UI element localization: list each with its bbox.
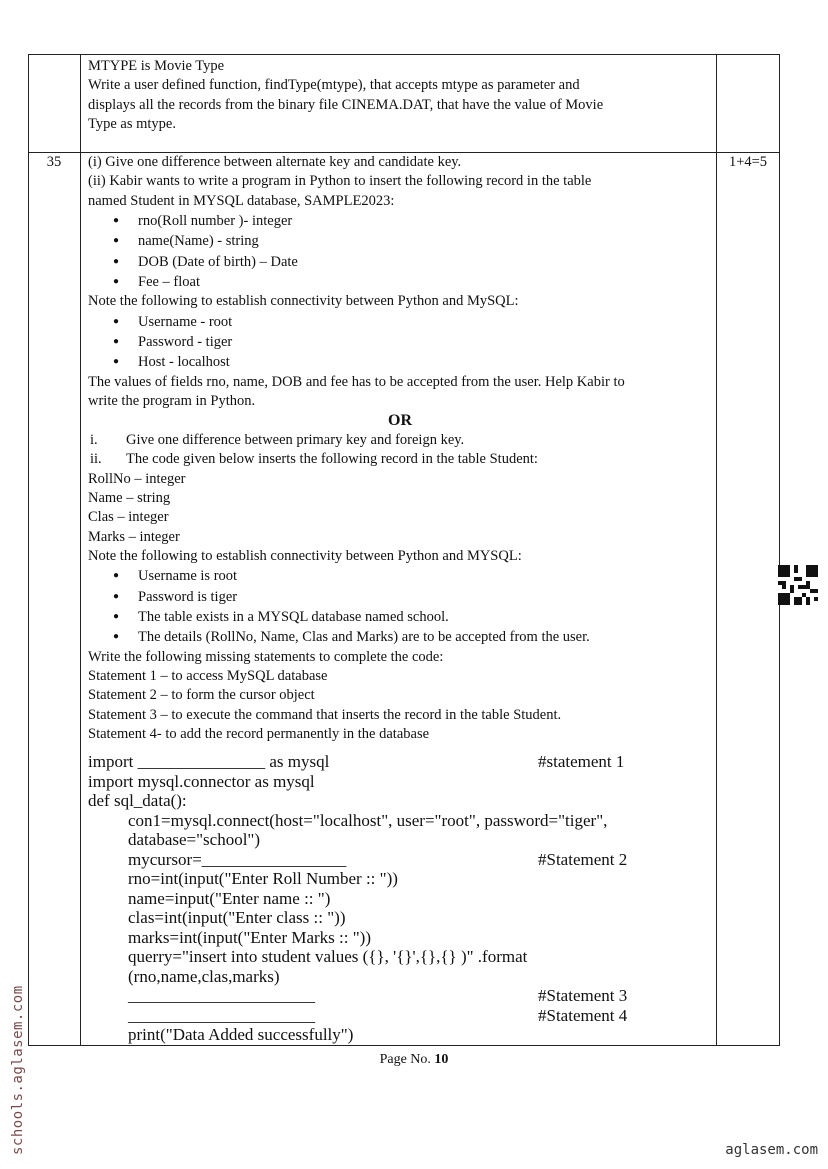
qr-code-icon xyxy=(778,565,818,605)
numbered-item xyxy=(88,431,712,450)
code-text: mycursor=_________________ xyxy=(128,849,347,869)
code-text: clas=int(input("Enter class :: ")) xyxy=(128,908,346,927)
code-line xyxy=(88,850,708,870)
item-number: ii. xyxy=(90,451,102,468)
text-line: Statement 1 – to access MySQL database xyxy=(88,667,328,684)
text-line: Note the following to establish connectivity between Python and MYSQL: xyxy=(88,547,522,564)
code-text: print("Data Added successfully") xyxy=(128,1025,354,1044)
bullet-item: ● Password is tiger xyxy=(88,587,712,607)
code-line xyxy=(88,967,708,987)
text-line: Statement 4- to add the record permanently in the database xyxy=(88,725,430,742)
text-line: Write the following missing statements to complete the code: xyxy=(88,648,444,665)
page-footer xyxy=(0,1052,828,1068)
text-line: Write a user defined function, findType(mtype), that accepts mtype as parameter and xyxy=(88,77,580,94)
text-line: (ii) Kabir wants to write a program in Python to insert the following record in the table xyxy=(88,173,592,190)
item-number: i. xyxy=(90,431,98,448)
code-line xyxy=(88,772,708,792)
code-text: querry="insert into student values ({}, '{}',{},{} )" .format xyxy=(128,947,528,966)
code-comment: #Statement 3 xyxy=(538,986,628,1005)
code-text: ______________________ xyxy=(128,1005,315,1025)
numbered-item xyxy=(88,450,712,469)
code-line xyxy=(88,1006,708,1026)
text-line: Clas – integer xyxy=(88,509,169,526)
table-left-border xyxy=(28,54,29,1046)
text-line: (i) Give one difference between alternate key and candidate key. xyxy=(88,154,462,170)
code-listing xyxy=(88,752,708,1045)
code-line xyxy=(88,928,708,948)
watermark-right: aglasem.com xyxy=(725,1142,818,1158)
code-text: rno=int(input("Enter Roll Number :: ")) xyxy=(128,869,398,888)
code-text: marks=int(input("Enter Marks :: ")) xyxy=(128,927,371,947)
page-label: Page No. xyxy=(379,1052,431,1067)
code-comment: #Statement 4 xyxy=(538,1005,628,1025)
watermark-left: schools.aglasem.com xyxy=(10,985,26,1155)
text-line: Marks – integer xyxy=(88,528,180,545)
code-comment: #Statement 2 xyxy=(538,849,628,869)
table-top-border xyxy=(28,54,780,55)
item-text: Give one difference between primary key and foreign key. xyxy=(126,431,465,448)
text-line: Statement 2 – to form the cursor object xyxy=(88,687,315,704)
text-line: MTYPE is Movie Type xyxy=(88,58,225,74)
bullet-item: ● name(Name) - string xyxy=(88,231,712,251)
code-text: (rno,name,clas,marks) xyxy=(128,966,280,986)
question-35-text xyxy=(88,153,712,744)
question-number: 35 xyxy=(46,154,62,170)
code-text: database="school") xyxy=(128,830,261,849)
code-text: con1=mysql.connect(host="localhost", user="root", password="tiger", xyxy=(128,810,608,830)
text-line: The values of fields rno, name, DOB and fee has to be accepted from the user. Help Kabir to xyxy=(88,373,625,390)
table-right-border xyxy=(779,54,780,1046)
or-heading: OR xyxy=(388,412,412,430)
text-line: Name – string xyxy=(88,489,171,506)
code-line xyxy=(88,908,708,928)
text-line: Type as mtype. xyxy=(88,116,176,133)
bullet-item: ● The details (RollNo, Name, Clas and Marks) are to be accepted from the user. xyxy=(88,627,712,647)
bullet-item: ● Host - localhost xyxy=(88,352,712,372)
code-text: def sql_data(): xyxy=(88,791,187,810)
code-line xyxy=(88,752,708,772)
text-line: named Student in MYSQL database, SAMPLE2023: xyxy=(88,192,395,209)
table-bottom-border xyxy=(28,1045,780,1046)
code-text: ______________________ xyxy=(128,986,315,1005)
question-34-continuation xyxy=(88,57,712,134)
text-line: RollNo – integer xyxy=(88,470,186,487)
bullet-item: ● DOB (Date of birth) – Date xyxy=(88,252,712,272)
code-comment: #statement 1 xyxy=(538,752,625,771)
bullet-item: ● Fee – float xyxy=(88,272,712,292)
code-line xyxy=(88,869,708,889)
question-marks: 1+4=5 xyxy=(728,154,768,170)
code-text: name=input("Enter name :: ") xyxy=(128,888,331,908)
code-line xyxy=(88,1025,708,1045)
code-line xyxy=(88,986,708,1006)
bullet-item: ● The table exists in a MYSQL database named school. xyxy=(88,607,712,627)
item-text: The code given below inserts the following record in the table Student: xyxy=(126,451,538,468)
qno-column-divider xyxy=(80,54,81,1046)
code-line xyxy=(88,947,708,967)
text-line: displays all the records from the binary file CINEMA.DAT, that have the value of Movie xyxy=(88,96,604,113)
bullet-item: ● Password - tiger xyxy=(88,332,712,352)
code-text: import _______________ as mysql xyxy=(88,752,330,771)
text-line: Statement 3 – to execute the command that inserts the record in the table Student. xyxy=(88,706,562,723)
code-line xyxy=(88,889,708,909)
code-text: import mysql.connector as mysql xyxy=(88,771,315,791)
bullet-item: ● Username - root xyxy=(88,312,712,332)
text-line: Note the following to establish connectivity between Python and MySQL: xyxy=(88,293,519,310)
page-number: 10 xyxy=(434,1052,449,1067)
bullet-item: ● Username is root xyxy=(88,566,712,586)
marks-column-divider xyxy=(716,54,717,1046)
code-line xyxy=(88,791,708,811)
text-line: write the program in Python. xyxy=(88,393,256,410)
code-line xyxy=(88,811,708,831)
code-line xyxy=(88,830,708,850)
bullet-item: ● rno(Roll number )- integer xyxy=(88,211,712,231)
